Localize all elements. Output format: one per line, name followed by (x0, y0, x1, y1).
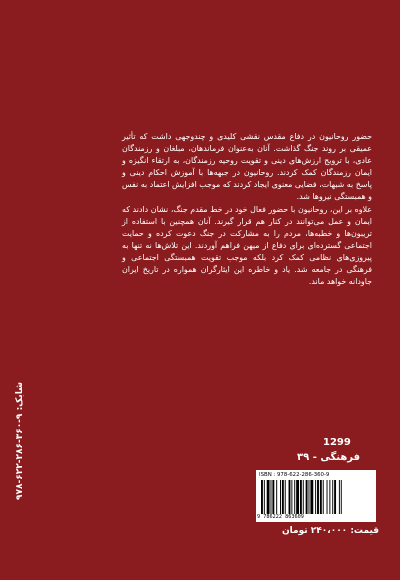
isbn-label: ISBN : 978-622-286-360-9 (259, 472, 330, 478)
barcode-number: 9 786222 863609 (257, 514, 304, 520)
price-label: قیمت: ۲۴۰،۰۰۰ تومان (282, 526, 380, 536)
spine-isbn: شابک: ۹-۳۶۰-۲۸۶-۶۲۲-۹۷۸ (15, 382, 25, 500)
book-code: 1299 (323, 437, 351, 448)
blurb-paragraph-1: حضور روحانیون در دفاع مقدس نقشی کلیدی و چندوجهی داشت که تأثیر عمیقی بر روند جنگ گذاشت. آنان به‌عنوان فرماندهان، مبلغان و رزمندگان عادی، با ترویج ارزش‌های دینی و تقویت روحیه رزمندگان، به ارتقاء انگیزه و ایمان رزمندگان کمک کردند. روحانیون در جبهه‌ها با آموزش احکام دینی و پاسخ به شبهات، فضایی معنوی ایجاد کردند که موجب افزایش اعتماد به نفس و همبستگی نیروها شد. (122, 132, 372, 202)
series-label: فرهنگی - ۳۹ (297, 452, 361, 463)
blurb-paragraph-2: علاوه بر این، روحانیون با حضور فعال خود در خط مقدم جنگ، نشان دادند که ایمان و عمل می‌توانند در کنار هم قرار گیرند. آنان همچنین با استفاده از تریبون‌ها و خطبه‌ها، مردم را به مشارکت در جنگ دعوت کرده و حمایت اجتماعی گسترده‌ای برای دفاع از میهن فراهم آوردند. این تلاش‌ها نه تنها به پیروزی‌های نظامی کمک کرد بلکه موجب تقویت همبستگی اجتماعی و فرهنگی در جامعه شد. یاد و خاطره این ایثارگران همواره در تاریخ ایران جاودانه خواهد ماند. (122, 204, 372, 287)
barcode-icon (259, 480, 373, 514)
barcode-panel (256, 470, 376, 522)
blurb-text (122, 131, 372, 288)
